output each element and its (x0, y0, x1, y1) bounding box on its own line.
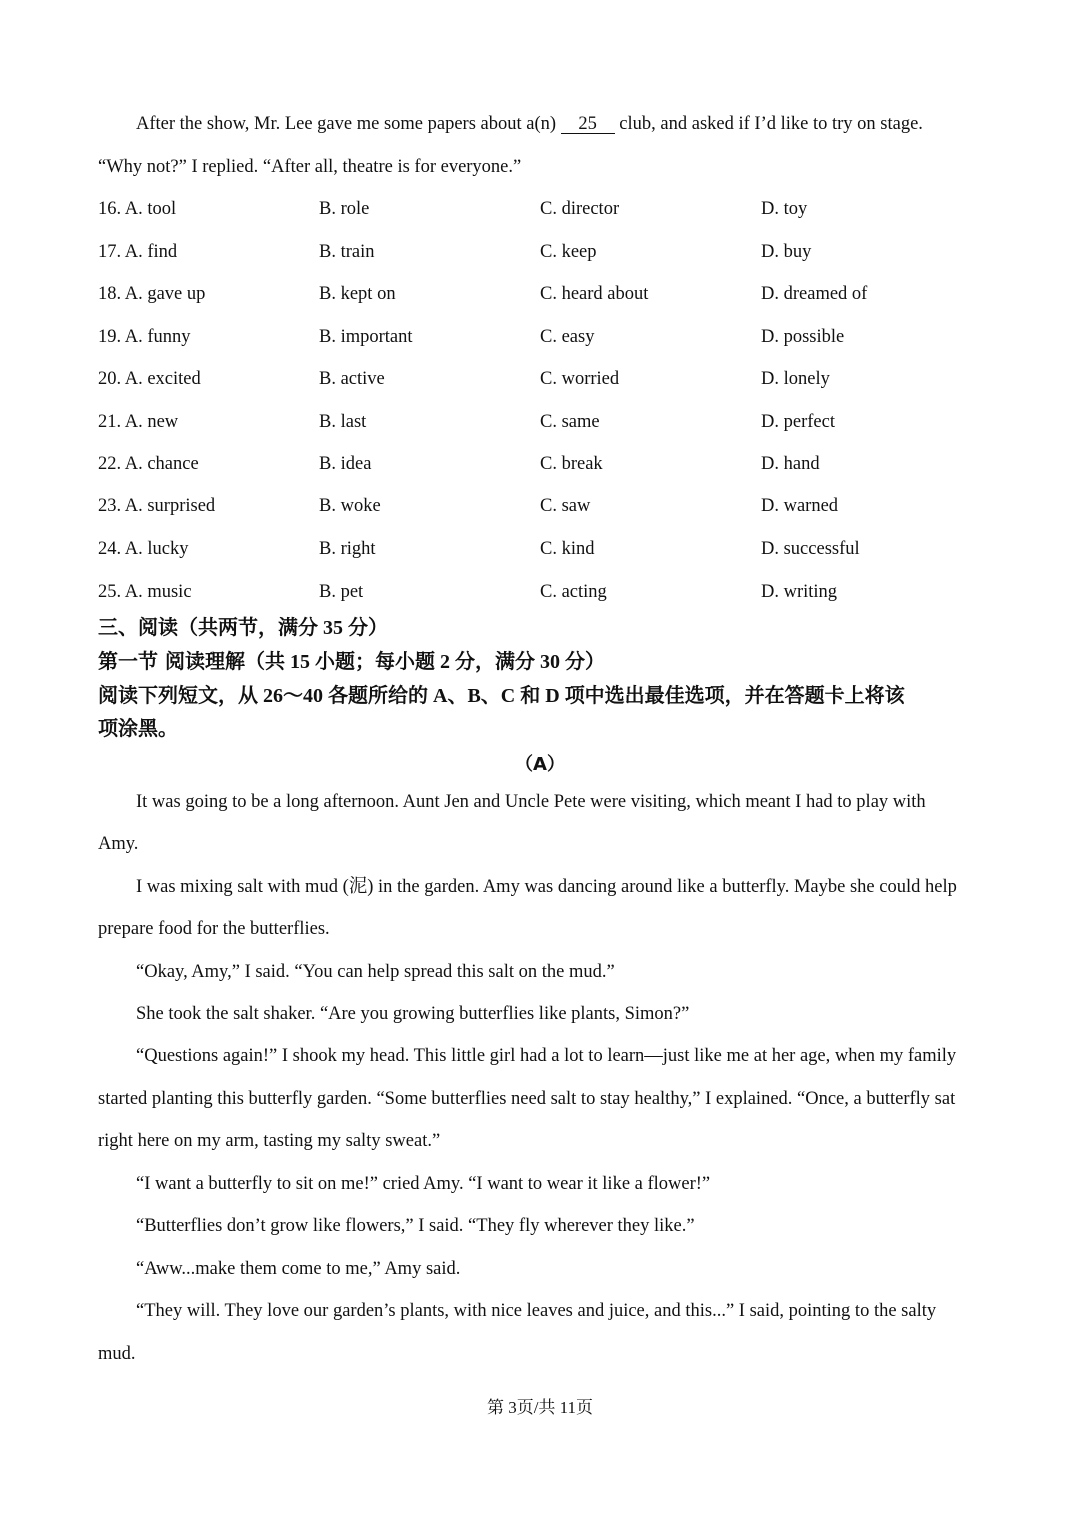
option-b: B. pet (319, 582, 364, 602)
option-b: B. active (319, 369, 385, 389)
passage-label: （A） (515, 754, 565, 775)
option-d: D. warned (761, 496, 839, 516)
option-c: C. break (540, 454, 603, 474)
option-c: C. saw (540, 496, 591, 516)
passage-line: “I want a butterfly to sit on me!” cried Amy. “I want to wear it like a flower!” (136, 1174, 711, 1194)
blank-25: 25 (561, 115, 615, 134)
option-d: D. toy (761, 199, 808, 219)
option-d: D. buy (761, 242, 812, 262)
option-d: D. perfect (761, 412, 835, 432)
instruction-letter-d: D (540, 685, 565, 707)
option-c: C. keep (540, 242, 597, 262)
option-d: D. lonely (761, 369, 830, 389)
passage-line: “Butterflies don’t grow like flowers,” I said. “They fly wherever they like.” (136, 1216, 695, 1236)
question-21-options (98, 410, 988, 434)
option-a: 21. A. new (98, 412, 179, 432)
intro-text-before: After the show, Mr. Lee gave me some papers about a(n) (136, 114, 561, 134)
option-a: 23. A. surprised (98, 496, 216, 516)
option-c: C. heard about (540, 284, 649, 304)
option-d: D. writing (761, 582, 838, 602)
option-a: 16. A. tool (98, 199, 177, 219)
question-16-options (98, 197, 988, 221)
page-number: 第 3页/共 11页 (486, 1398, 594, 1417)
subsection-count: 15 (284, 651, 315, 673)
question-19-options (98, 325, 988, 349)
passage-line: “Questions again!” I shook my head. This little girl had a lot to learn—just like me at her age, when my family (136, 1046, 957, 1066)
option-d: D. dreamed of (761, 284, 868, 304)
instruction-line-1 (98, 679, 988, 713)
passage-line: started planting this butterfly garden. “Some butterflies need salt to stay healthy,” I explained. “Once, a butterfly sat (98, 1089, 956, 1109)
subsection-title (98, 645, 988, 679)
option-c: C. kind (540, 539, 595, 559)
option-a: 18. A. gave up (98, 284, 206, 304)
instruction-text-3: 项中选出最佳选项，并在答题卡上将该 (564, 683, 905, 707)
option-b: B. important (319, 327, 413, 347)
option-c: C. worried (540, 369, 620, 389)
option-d: D. possible (761, 327, 845, 347)
option-c: C. easy (540, 327, 595, 347)
passage-line: right here on my arm, tasting my salty sweat.” (98, 1131, 441, 1151)
option-a: 19. A. funny (98, 327, 191, 347)
passage-line: prepare food for the butterflies. (98, 919, 330, 939)
option-a: 24. A. lucky (98, 539, 189, 559)
option-d: D. hand (761, 454, 820, 474)
instruction-and: 和 (520, 683, 541, 707)
subsection-total: 30 (534, 651, 565, 673)
instruction-text-1: 阅读下列短文，从 (98, 683, 258, 707)
option-a: 22. A. chance (98, 454, 199, 474)
option-b: B. woke (319, 496, 381, 516)
instruction-line-2: 项涂黑。 (98, 716, 178, 740)
option-d: D. successful (761, 539, 860, 559)
passage-line: “Okay, Amy,” I said. “You can help spread this salt on the mud.” (136, 962, 615, 982)
instruction-range: 26～40 (258, 685, 328, 707)
intro-line-1 (136, 112, 988, 136)
passage-line: “They will. They love our garden’s plants, with nice leaves and juice, and this...” I said, pointing to the salty (136, 1301, 937, 1321)
option-b: B. kept on (319, 284, 396, 304)
option-b: B. role (319, 199, 370, 219)
section-title-score: 35 (318, 617, 348, 639)
section-title-post: 分） (348, 615, 388, 639)
option-b: B. right (319, 539, 376, 559)
subsection-text-3: 分，满分 (454, 649, 535, 673)
question-20-options (98, 367, 988, 391)
question-22-options (98, 452, 988, 476)
passage-line: It was going to be a long afternoon. Aunt Jen and Uncle Pete were visiting, which meant I had to play with (136, 792, 926, 812)
section-title (98, 611, 988, 645)
option-c: C. director (540, 199, 620, 219)
section-title-pre: 三、阅读（共两节，满分 (98, 615, 318, 639)
option-a: 20. A. excited (98, 369, 201, 389)
question-25-options (98, 580, 988, 604)
passage-line: mud. (98, 1344, 136, 1364)
subsection-text-2: 小题；每小题 (314, 649, 435, 673)
subsection-points-each: 2 (434, 651, 455, 673)
intro-text-after: club, and asked if I’d like to try on stage. (614, 114, 923, 134)
option-a: 25. A. music (98, 582, 192, 602)
instruction-text-2: 各题所给的 (328, 683, 428, 707)
passage-line: I was mixing salt with mud (泥) in the garden. Amy was dancing around like a butterfly. Maybe she could help (136, 877, 957, 897)
option-c: C. same (540, 412, 600, 432)
subsection-text-1: 第一节 阅读理解（共 (98, 649, 285, 673)
option-b: B. idea (319, 454, 372, 474)
question-17-options (98, 240, 988, 264)
intro-line-2: “Why not?” I replied. “After all, theatre is for everyone.” (98, 157, 522, 177)
question-18-options (98, 282, 988, 306)
instruction-letters: A、B、C (428, 685, 521, 707)
question-23-options (98, 494, 988, 518)
question-24-options (98, 537, 988, 561)
option-b: B. train (319, 242, 375, 262)
passage-line: She took the salt shaker. “Are you growing butterflies like plants, Simon?” (136, 1004, 690, 1024)
passage-line: Amy. (98, 834, 139, 854)
option-c: C. acting (540, 582, 607, 602)
passage-line: “Aww...make them come to me,” Amy said. (136, 1259, 461, 1279)
option-a: 17. A. find (98, 242, 178, 262)
option-b: B. last (319, 412, 367, 432)
subsection-text-4: 分） (564, 649, 605, 673)
